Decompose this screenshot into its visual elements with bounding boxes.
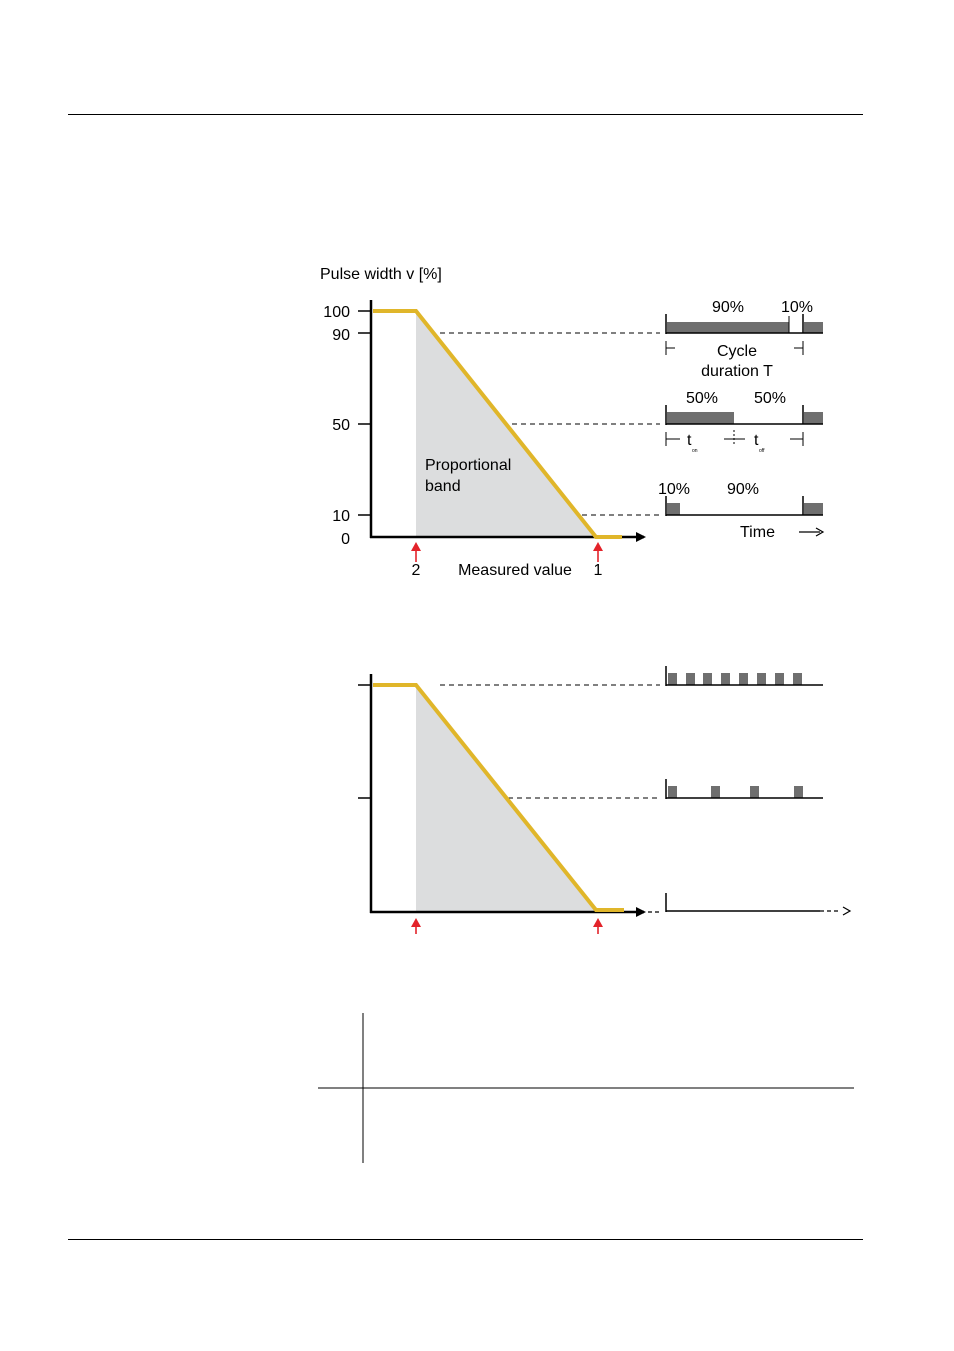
t-on-subscript: on (692, 448, 698, 454)
pulse50-on-label: 50% (685, 390, 719, 407)
pulse-train-10 (658, 481, 823, 516)
tick-label-100: 100 (323, 304, 350, 321)
cycle-label-line1: Cycle (716, 343, 758, 360)
table-grid (318, 1013, 854, 1163)
pulse-width-diagram (320, 266, 823, 579)
marker-arrow-1b-icon (593, 918, 603, 934)
t-on-label: t (687, 432, 692, 449)
marker-label-2: 2 (411, 562, 421, 579)
pulse-train-mid-frequency (666, 779, 823, 799)
band-label-line1: Proportional (425, 457, 512, 474)
y-axis-label: Pulse width v [%] (320, 266, 442, 283)
band-label-line2: band (425, 478, 461, 495)
pulse-on-90 (667, 322, 789, 333)
x-axis-label: Measured value (458, 562, 572, 579)
pulse-train-90 (666, 299, 823, 380)
marker-arrow-1-icon (593, 542, 603, 562)
pulse-train-zero (666, 893, 850, 915)
time-arrow-icon (799, 528, 823, 536)
cycle-label-line2: duration T (701, 363, 773, 380)
pulse10-on-label: 10% (657, 481, 691, 498)
pulse50-off-label: 50% (753, 390, 787, 407)
pulse-on-50 (667, 412, 734, 424)
pulse90-on-label: 90% (711, 299, 745, 316)
pulse-on-10 (667, 503, 680, 515)
pulse10-off-label: 90% (726, 481, 760, 498)
marker-arrow-2b-icon (411, 918, 421, 934)
pulse-frequency-diagram (358, 666, 850, 934)
marker-arrow-2-icon (411, 542, 421, 562)
tick-label-50: 50 (332, 417, 350, 434)
tick-label-0: 0 (341, 531, 350, 548)
marker-label-1: 1 (593, 562, 603, 579)
tick-label-10: 10 (332, 508, 350, 525)
pulse-train-50 (666, 390, 823, 454)
tick-label-90: 90 (332, 327, 350, 344)
pulse-train-high-frequency (666, 666, 823, 686)
pulse90-off-label: 10% (780, 299, 814, 316)
time-arrow-2-icon (843, 907, 850, 915)
time-label: Time (740, 524, 775, 541)
t-off-subscript: off (759, 448, 765, 454)
t-off-label: t (754, 432, 759, 449)
